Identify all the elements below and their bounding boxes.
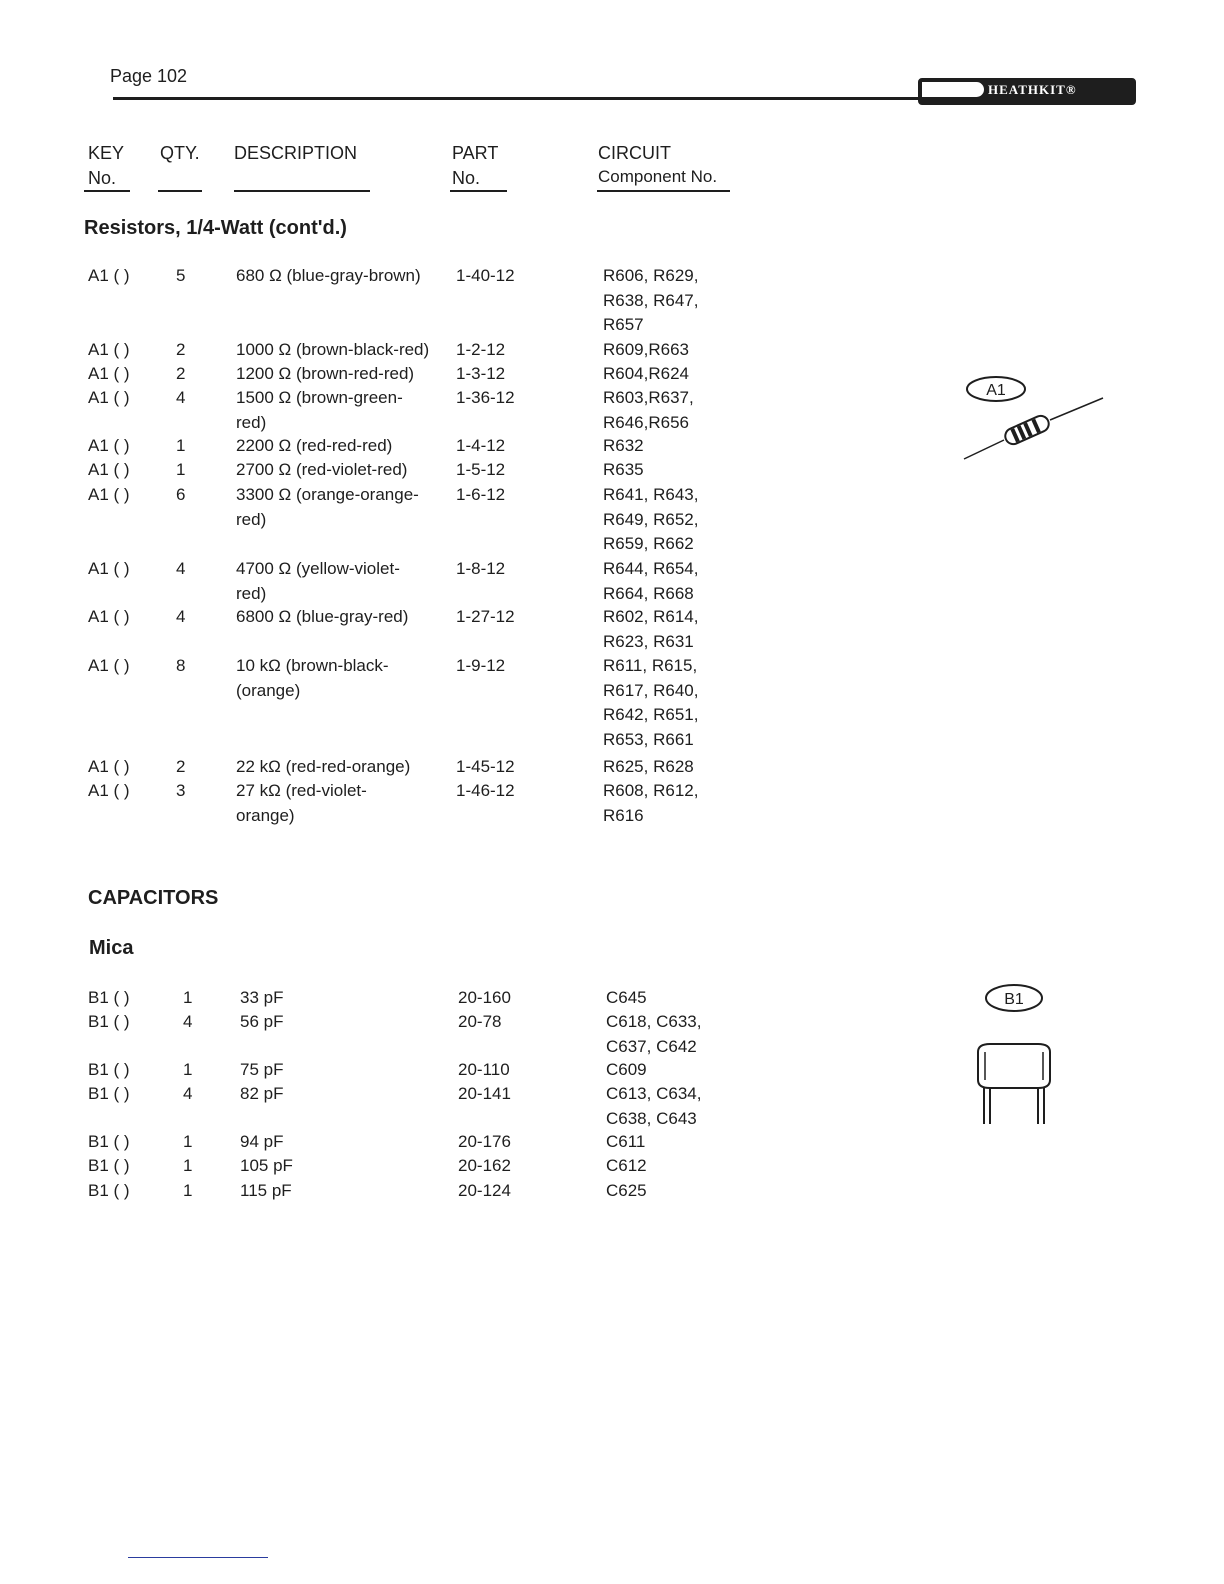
quantity: 4 — [176, 607, 186, 626]
circuit-line: R635 — [603, 460, 644, 479]
quantity: 2 — [176, 364, 186, 383]
key-number: B1 ( ) — [88, 1181, 130, 1200]
circuit-components — [603, 434, 644, 459]
circuit-line: R604,R624 — [603, 364, 690, 383]
resistor-body — [1003, 413, 1052, 446]
part-number: 20-176 — [458, 1132, 511, 1151]
description-line: 6800 Ω (blue-gray-red) — [236, 607, 409, 626]
description-line: (orange) — [236, 680, 301, 700]
description-line: 1000 Ω (brown-black-red) — [236, 340, 430, 359]
description-line: 1200 Ω (brown-red-red) — [236, 364, 415, 383]
key-number: A1 ( ) — [88, 607, 130, 626]
key-number: A1 ( ) — [88, 656, 130, 675]
description — [236, 654, 389, 703]
description — [240, 1179, 292, 1204]
header-rule — [113, 97, 923, 100]
key-number: B1 ( ) — [88, 988, 130, 1007]
part-number: 20-162 — [458, 1156, 511, 1175]
capacitor-figure — [970, 982, 1060, 1128]
part-number: 1-45-12 — [456, 757, 515, 776]
col-circuit-line2: Component No. — [598, 167, 718, 186]
circuit-line: R602, R614, — [603, 607, 699, 626]
circuit-line: C611 — [606, 1132, 646, 1151]
quantity: 1 — [176, 436, 186, 455]
col-part-line2: No. — [452, 168, 481, 188]
col-key-line2: No. — [88, 168, 117, 188]
part-number: 1-9-12 — [456, 656, 506, 675]
quantity: 1 — [183, 1181, 193, 1200]
circuit-components — [603, 362, 689, 387]
description — [240, 1130, 283, 1155]
key-number: B1 ( ) — [88, 1084, 130, 1103]
key-number: A1 ( ) — [88, 781, 130, 800]
circuit-components — [603, 338, 689, 363]
description — [236, 434, 392, 459]
description — [236, 755, 410, 780]
circuit-components — [603, 779, 698, 828]
logo-emblem — [922, 82, 984, 97]
key-number: B1 ( ) — [88, 1132, 130, 1151]
circuit-line: R653, R661 — [603, 729, 694, 749]
circuit-line: R609,R663 — [603, 340, 690, 359]
key-number: A1 ( ) — [88, 436, 130, 455]
resistor-lead-right — [1050, 398, 1103, 420]
key-number: A1 ( ) — [88, 364, 130, 383]
col-circuit-line1: CIRCUIT — [598, 143, 671, 163]
circuit-line: C637, C642 — [606, 1036, 697, 1056]
key-number: B1 ( ) — [88, 1060, 130, 1079]
quantity: 8 — [176, 656, 186, 675]
part-number: 20-124 — [458, 1181, 511, 1200]
col-key-underline — [84, 190, 130, 192]
part-number: 1-8-12 — [456, 559, 506, 578]
col-key-line1: KEY — [88, 143, 125, 163]
circuit-line: R617, R640, — [603, 680, 699, 700]
circuit-components — [606, 1179, 647, 1204]
part-number: 1-2-12 — [456, 340, 506, 359]
capacitor-label: B1 — [1004, 991, 1024, 1008]
quantity: 4 — [176, 559, 186, 578]
circuit-components — [606, 1082, 701, 1131]
quantity: 2 — [176, 340, 186, 359]
circuit-line: C645 — [606, 988, 647, 1007]
part-number: 1-5-12 — [456, 460, 506, 479]
part-number: 1-3-12 — [456, 364, 506, 383]
heathkit-logo — [918, 78, 1136, 105]
part-number: 20-78 — [458, 1012, 502, 1031]
quantity: 3 — [176, 781, 186, 800]
circuit-line: C638, C643 — [606, 1108, 697, 1128]
circuit-line: R657 — [603, 315, 644, 334]
key-number: A1 ( ) — [88, 559, 130, 578]
circuit-line: R623, R631 — [603, 631, 694, 651]
description — [236, 264, 421, 289]
circuit-line: R664, R668 — [603, 583, 694, 603]
circuit-components — [603, 386, 694, 435]
quantity: 1 — [183, 1060, 193, 1079]
description — [240, 1082, 283, 1107]
description — [236, 483, 419, 532]
circuit-line: C612 — [606, 1156, 647, 1175]
part-number: 20-110 — [458, 1060, 510, 1079]
circuit-components — [603, 605, 698, 654]
quantity: 5 — [176, 266, 186, 285]
circuit-components — [603, 264, 698, 338]
resistor-figure — [958, 376, 1108, 466]
quantity: 4 — [176, 388, 186, 407]
description-line: red) — [236, 509, 267, 529]
description-line: 82 pF — [240, 1084, 284, 1103]
circuit-line: R646,R656 — [603, 412, 690, 432]
circuit-components — [606, 986, 647, 1011]
quantity: 1 — [176, 460, 186, 479]
description — [236, 779, 367, 828]
quantity: 2 — [176, 757, 186, 776]
circuit-line: C613, C634, — [606, 1084, 702, 1103]
circuit-line: C609 — [606, 1060, 647, 1079]
description-line: 4700 Ω (yellow-violet- — [236, 559, 400, 578]
description-line: 56 pF — [240, 1012, 284, 1031]
resistor-label: A1 — [986, 382, 1006, 399]
circuit-components — [606, 1058, 647, 1083]
part-number: 20-160 — [458, 988, 511, 1007]
description-line: red) — [236, 412, 267, 432]
part-number: 1-36-12 — [456, 388, 515, 407]
page-number: Page 102 — [110, 66, 188, 86]
description — [236, 362, 414, 387]
quantity: 1 — [183, 988, 193, 1007]
circuit-line: R632 — [603, 436, 644, 455]
description-line: 94 pF — [240, 1132, 284, 1151]
circuit-line: R616 — [603, 805, 644, 825]
circuit-line: R611, R615, — [603, 656, 698, 675]
key-number: A1 ( ) — [88, 340, 130, 359]
description-line: 33 pF — [240, 988, 284, 1007]
part-number: 1-40-12 — [456, 266, 515, 285]
description-line: orange) — [236, 805, 295, 825]
description — [236, 338, 429, 363]
circuit-components — [603, 557, 698, 606]
circuit-line: R659, R662 — [603, 534, 694, 553]
description-line: 680 Ω (blue-gray-brown) — [236, 266, 421, 285]
circuit-line: R641, R643, — [603, 485, 699, 504]
description — [240, 1058, 283, 1083]
key-number: A1 ( ) — [88, 266, 130, 285]
part-number: 1-27-12 — [456, 607, 515, 626]
circuit-components — [606, 1010, 701, 1059]
circuit-components — [603, 483, 698, 557]
circuit-line: R644, R654, — [603, 559, 699, 578]
capacitor-body — [978, 1044, 1050, 1088]
description-line: 10 kΩ (brown-black- — [236, 656, 389, 675]
circuit-line: R606, R629, — [603, 266, 699, 285]
circuit-line: C618, C633, — [606, 1012, 702, 1031]
quantity: 4 — [183, 1084, 193, 1103]
description-line: 2200 Ω (red-red-red) — [236, 436, 393, 455]
circuit-components — [603, 458, 644, 483]
col-qty-underline — [158, 190, 202, 192]
description — [236, 605, 408, 630]
circuit-components — [606, 1130, 645, 1155]
circuit-line: R603,R637, — [603, 388, 694, 407]
description — [236, 557, 400, 606]
col-circuit-underline — [597, 190, 730, 192]
description — [240, 1010, 283, 1035]
key-number: B1 ( ) — [88, 1012, 130, 1031]
key-number: A1 ( ) — [88, 485, 130, 504]
description-line: 27 kΩ (red-violet- — [236, 781, 367, 800]
circuit-line: R649, R652, — [603, 509, 699, 529]
description-line: 75 pF — [240, 1060, 284, 1079]
circuit-line: C625 — [606, 1181, 647, 1200]
description-line: red) — [236, 583, 267, 603]
col-part-line1: PART — [452, 143, 499, 163]
col-part-underline — [450, 190, 507, 192]
quantity: 1 — [183, 1132, 193, 1151]
key-number: A1 ( ) — [88, 757, 130, 776]
part-number: 1-4-12 — [456, 436, 506, 455]
description-line: 1500 Ω (brown-green- — [236, 388, 403, 407]
circuit-line: R638, R647, — [603, 290, 699, 310]
description — [236, 458, 407, 483]
description — [240, 986, 283, 1011]
description-line: 115 pF — [240, 1181, 292, 1200]
resistors-title: Resistors, 1/4-Watt (cont'd.) — [84, 217, 347, 239]
part-number: 1-46-12 — [456, 781, 515, 800]
circuit-components — [603, 755, 694, 780]
col-qty: QTY. — [160, 143, 200, 163]
part-number: 1-6-12 — [456, 485, 506, 504]
circuit-components — [606, 1154, 647, 1179]
quantity: 6 — [176, 485, 186, 504]
circuit-components — [603, 654, 698, 752]
mica-subtitle: Mica — [89, 937, 134, 959]
description-line: 105 pF — [240, 1156, 293, 1175]
logo-text: HEATHKIT® — [988, 82, 1077, 97]
capacitors-title: CAPACITORS — [88, 887, 219, 909]
key-number: B1 ( ) — [88, 1156, 130, 1175]
key-number: A1 ( ) — [88, 388, 130, 407]
circuit-line: R625, R628 — [603, 757, 694, 776]
quantity: 4 — [183, 1012, 193, 1031]
circuit-line: R642, R651, — [603, 705, 699, 724]
circuit-line: R608, R612, — [603, 781, 699, 800]
col-description-underline — [234, 190, 370, 192]
description-line: 2700 Ω (red-violet-red) — [236, 460, 408, 479]
footer-line — [128, 1557, 268, 1558]
col-description: DESCRIPTION — [234, 143, 358, 163]
description-line: 3300 Ω (orange-orange- — [236, 485, 419, 504]
description — [236, 386, 403, 435]
description — [240, 1154, 293, 1179]
key-number: A1 ( ) — [88, 460, 130, 479]
part-number: 20-141 — [458, 1084, 511, 1103]
quantity: 1 — [183, 1156, 193, 1175]
resistor-lead-left — [964, 440, 1004, 459]
description-line: 22 kΩ (red-red-orange) — [236, 757, 411, 776]
